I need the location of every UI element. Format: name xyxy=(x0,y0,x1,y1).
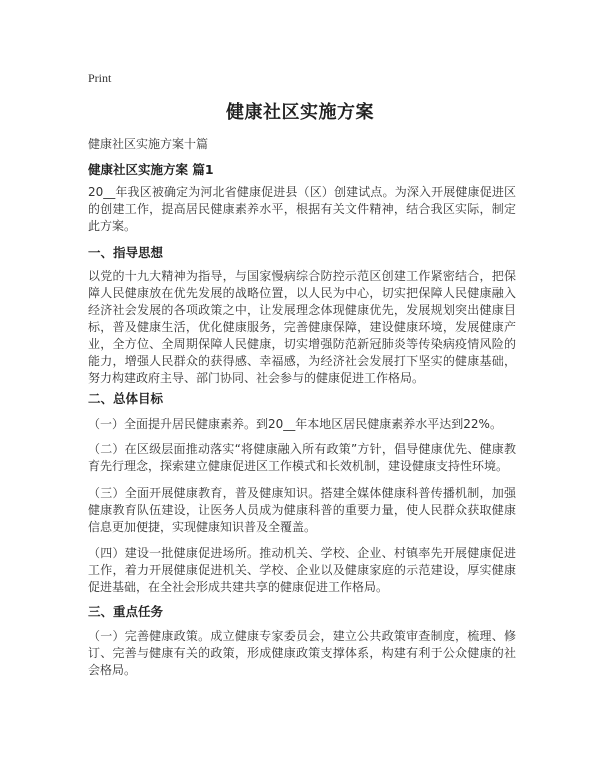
page-title: 健康社区实施方案 xyxy=(226,102,374,123)
section-heading-key-tasks: 三、重点任务 xyxy=(88,604,164,619)
section-heading-guiding-ideology: 一、指导思想 xyxy=(88,245,164,260)
article-heading: 健康社区实施方案 篇1 xyxy=(88,162,214,177)
section-heading-overall-goals: 二、总体目标 xyxy=(88,391,164,406)
goal-item-3: （三）全面开展健康教育，普及健康知识。搭建全媒体健康科普传播机制，加强健康教育队伍建设，让医务人员成为健康科普的重要力量，使人民群众获取健康信息更加便捷，实现健康知识普及全覆盖。 xyxy=(88,486,516,534)
goal-item-4: （四）建设一批健康促进场所。推动机关、学校、企业、村镇率先开展健康促进工作，着力开展健康促进机关、学校、企业以及健康家庭的示范建设，厚实健康促进基础，在全社会形成共建共享的健康促进工作格局。 xyxy=(88,546,516,594)
print-label[interactable]: Print xyxy=(88,71,112,85)
task-item-1: （一）完善健康政策。成立健康专家委员会，建立公共政策审查制度，梳理、修订、完善与健康有关的政策，形成健康政策支撑体系，构建有利于公众健康的社会格局。 xyxy=(88,629,516,677)
goal-item-1: （一）全面提升居民健康素养。到20__年本地区居民健康素养水平达到22%。 xyxy=(88,417,502,431)
intro-paragraph: 20__年我区被确定为河北省健康促进县（区）创建试点。为深入开展健康促进区的创建工作，提高居民健康素养水平，根据有关文件精神，结合我区实际，制定此方案。 xyxy=(88,185,516,233)
goal-item-2: （二）在区级层面推动落实“将健康融入所有政策”方针，倡导健康优先、健康教育先行理念，探索建立健康促进区工作模式和长效机制，建设健康支持性环境。 xyxy=(88,442,516,473)
document-subtitle: 健康社区实施方案十篇 xyxy=(88,137,209,151)
guiding-ideology-paragraph: 以党的十九大精神为指导，与国家慢病综合防控示范区创建工作紧密结合，把保障人民健康放在优先发展的战略位置，以人民为中心，切实把保障人民健康融入经济社会发展的各项政策之中，让发展理念体现健康优先，发展规划突出健康目标，普及健康生活，优化健康服务，完善健康保障，建设健康环境，发展健康产业，全方位、全周期保障人民健康，切实增强防范新冠肺炎等传染病疫情风险的能力，增强人民群众的获得感、幸福感，为经济社会发展打下坚实的健康基础，努力构建政府主导、部门协同、社会参与的健康促进工作格局。 xyxy=(88,269,516,385)
